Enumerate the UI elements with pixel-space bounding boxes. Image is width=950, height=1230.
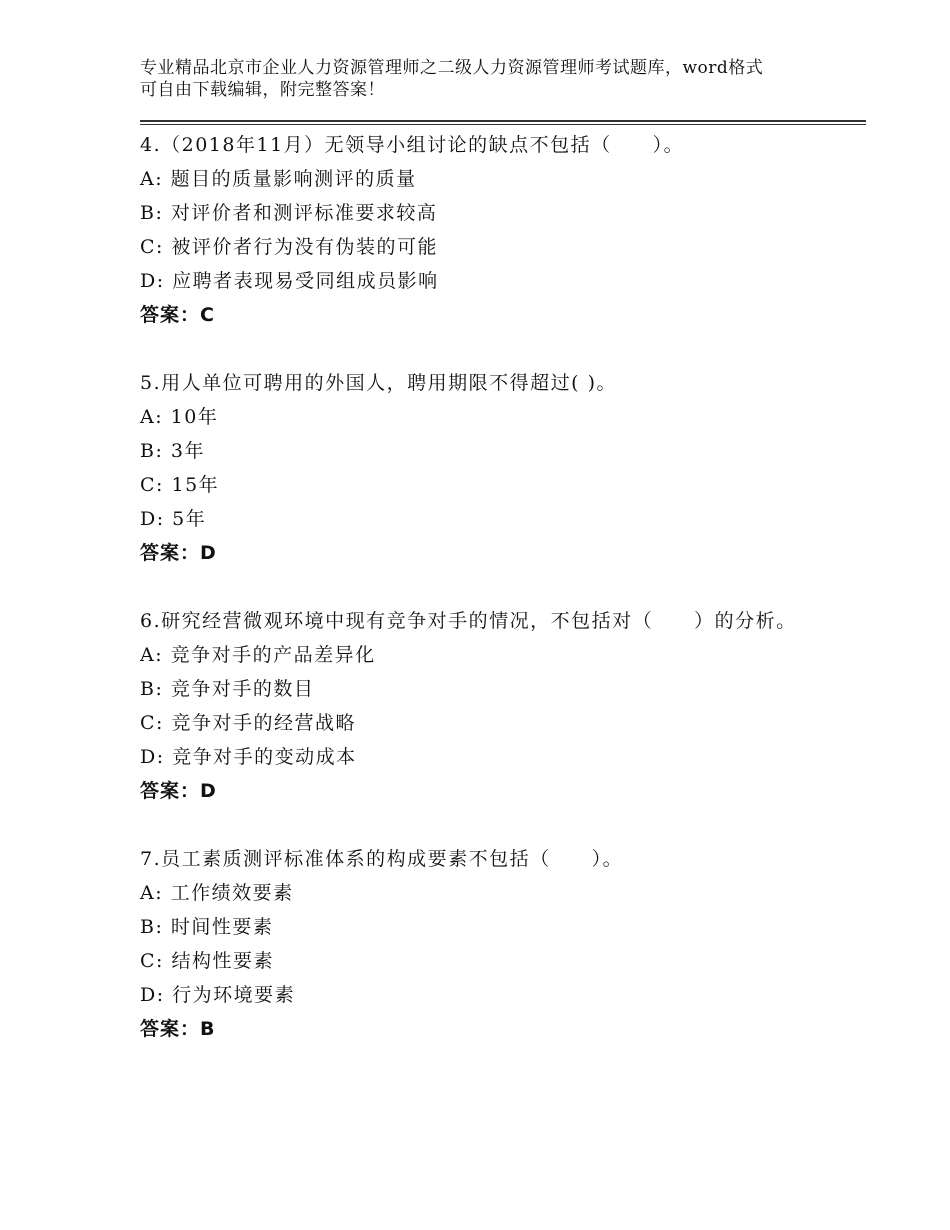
answer-label: 答案：D (140, 542, 217, 564)
header-divider-thick (140, 120, 866, 122)
option-c: C: 15年 (140, 474, 220, 496)
answer-label: 答案：B (140, 1018, 216, 1040)
question-text: 6.研究经营微观环境中现有竞争对手的情况，不包括对（ ）的分析。 (140, 610, 797, 632)
option-d: D: 行为环境要素 (140, 984, 296, 1006)
option-d: D: 5年 (140, 508, 207, 530)
answer-label: 答案：C (140, 304, 215, 326)
question-list (140, 128, 820, 1046)
question-text: 4.（2018年11月）无领导小组讨论的缺点不包括（ ）。 (140, 134, 685, 156)
option-a: A: 10年 (140, 406, 219, 428)
option-a: A: 题目的质量影响测评的质量 (140, 168, 417, 190)
option-c: C: 竞争对手的经营战略 (140, 712, 356, 734)
option-c: C: 结构性要素 (140, 950, 274, 972)
header-divider-thin (140, 124, 866, 125)
spacer (140, 808, 820, 842)
option-c: C: 被评价者行为没有伪装的可能 (140, 236, 438, 258)
option-a: A: 工作绩效要素 (140, 882, 294, 904)
option-b: B: 对评价者和测评标准要求较高 (140, 202, 438, 224)
spacer (140, 332, 820, 366)
question-6 (140, 604, 820, 808)
question-text: 5.用人单位可聘用的外国人，聘用期限不得超过( )。 (140, 372, 617, 394)
question-text: 7.员工素质测评标准体系的构成要素不包括（ ）。 (140, 848, 624, 870)
option-b: B: 时间性要素 (140, 916, 274, 938)
header-line-2: 可自由下载编辑，附完整答案！ (140, 80, 385, 100)
answer-label: 答案：D (140, 780, 217, 802)
spacer (140, 570, 820, 604)
question-7 (140, 842, 820, 1046)
document-header (140, 57, 820, 101)
option-b: B: 竞争对手的数目 (140, 678, 315, 700)
option-a: A: 竞争对手的产品差异化 (140, 644, 376, 666)
option-d: D: 应聘者表现易受同组成员影响 (140, 270, 439, 292)
option-b: B: 3年 (140, 440, 205, 462)
option-d: D: 竞争对手的变动成本 (140, 746, 357, 768)
header-line-1: 专业精品北京市企业人力资源管理师之二级人力资源管理师考试题库，word格式 (140, 58, 764, 78)
question-4 (140, 128, 820, 332)
question-5 (140, 366, 820, 570)
